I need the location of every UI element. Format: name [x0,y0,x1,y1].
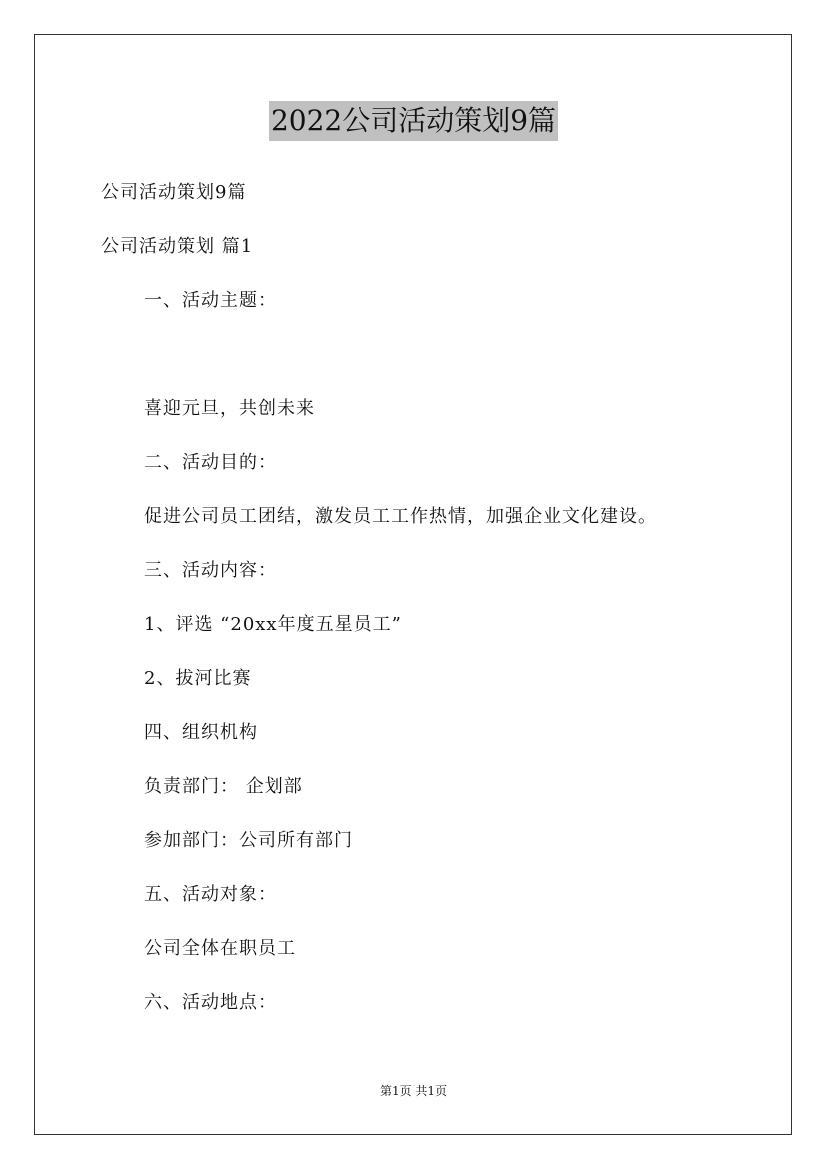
document-title [0,100,827,141]
paragraph-organization-heading: 四、组织机构 [144,722,258,743]
section-heading: 公司活动策划 篇1 [101,236,254,257]
page-footer: 第1页 共1页 [379,1084,448,1098]
paragraph-content-heading: 三、活动内容： [144,560,277,581]
paragraph-responsible-dept: 负责部门： 企划部 [144,776,303,797]
paragraph-audience: 公司全体在职员工 [144,938,296,959]
paragraph-content-item-1: 1、评选 “20xx年度五星员工” [144,614,402,635]
paragraph-purpose-heading: 二、活动目的： [144,452,277,473]
document-subtitle: 公司活动策划9篇 [101,182,247,203]
paragraph-purpose: 促进公司员工团结，激发员工工作热情，加强企业文化建设。 [144,506,657,527]
paragraph-content-item-2: 2、拔河比赛 [144,668,252,689]
document-title-text: 2022公司活动策划9篇 [269,101,558,141]
paragraph-participating-dept: 参加部门：公司所有部门 [144,830,353,851]
paragraph-audience-heading: 五、活动对象： [144,884,277,905]
paragraph-theme-heading: 一、活动主题： [144,290,277,311]
paragraph-theme: 喜迎元旦，共创未来 [144,398,315,419]
paragraph-location-heading: 六、活动地点： [144,992,277,1013]
